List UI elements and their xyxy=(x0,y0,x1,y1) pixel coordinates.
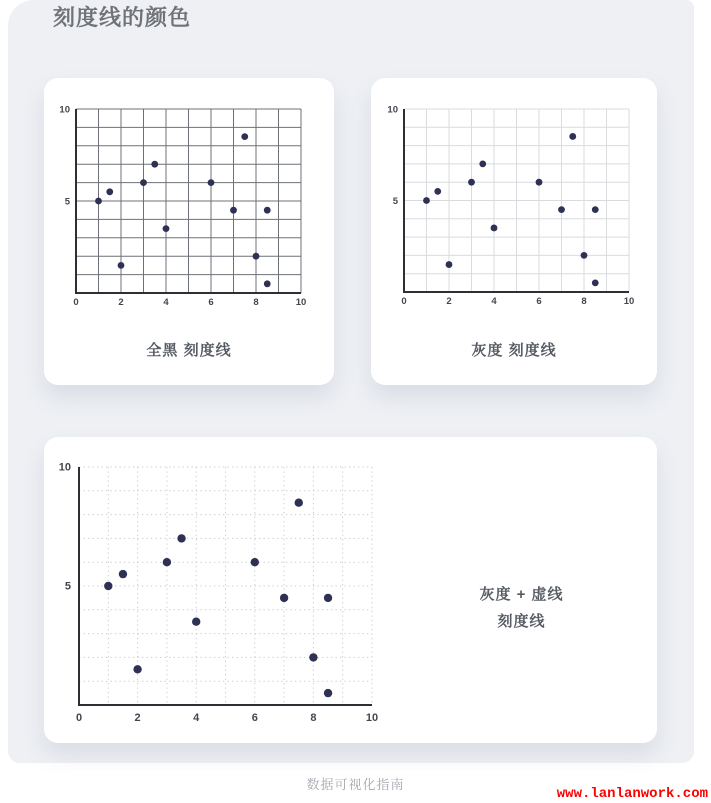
svg-text:6: 6 xyxy=(536,296,542,307)
svg-text:6: 6 xyxy=(251,712,258,724)
svg-text:8: 8 xyxy=(253,297,259,308)
svg-text:2: 2 xyxy=(134,712,141,724)
svg-text:5: 5 xyxy=(64,196,70,208)
caption-line-2: 刻度线 xyxy=(497,613,546,630)
footer-text: 数据可视化指南 xyxy=(306,777,405,792)
scatter-plot-black-ticks xyxy=(44,78,334,314)
svg-text:8: 8 xyxy=(581,296,587,307)
svg-text:10: 10 xyxy=(59,104,70,116)
chart-card-black-ticks xyxy=(44,78,334,385)
content-panel xyxy=(8,0,694,763)
svg-text:5: 5 xyxy=(64,580,71,593)
watermark-link[interactable]: www.lanlanwork.com xyxy=(556,786,708,802)
svg-text:0: 0 xyxy=(75,712,83,724)
chart-caption xyxy=(424,581,619,635)
svg-text:10: 10 xyxy=(387,104,398,116)
svg-text:10: 10 xyxy=(58,461,71,474)
chart-caption: 灰度 刻度线 xyxy=(471,342,557,359)
svg-text:10: 10 xyxy=(365,712,379,724)
svg-text:10: 10 xyxy=(623,296,635,307)
svg-text:4: 4 xyxy=(491,296,497,307)
svg-text:2: 2 xyxy=(118,297,124,308)
scatter-plot-gray-dashed-ticks xyxy=(44,437,448,731)
chart-card-gray-ticks xyxy=(371,78,657,385)
caption-line-1: 灰度 + 虚线 xyxy=(479,586,564,603)
svg-text:2: 2 xyxy=(446,296,452,307)
svg-text:0: 0 xyxy=(73,297,79,308)
svg-text:4: 4 xyxy=(163,297,169,308)
svg-text:5: 5 xyxy=(392,196,398,207)
page-title: 刻度线的颜色 xyxy=(53,5,192,30)
svg-text:0: 0 xyxy=(401,296,407,307)
svg-text:4: 4 xyxy=(193,712,200,724)
chart-card-gray-dashed-ticks xyxy=(44,437,657,743)
chart-caption: 全黑 刻度线 xyxy=(146,342,232,359)
svg-text:8: 8 xyxy=(310,712,317,724)
svg-text:10: 10 xyxy=(295,297,307,308)
svg-text:6: 6 xyxy=(208,297,214,308)
scatter-plot-gray-ticks xyxy=(371,78,657,314)
